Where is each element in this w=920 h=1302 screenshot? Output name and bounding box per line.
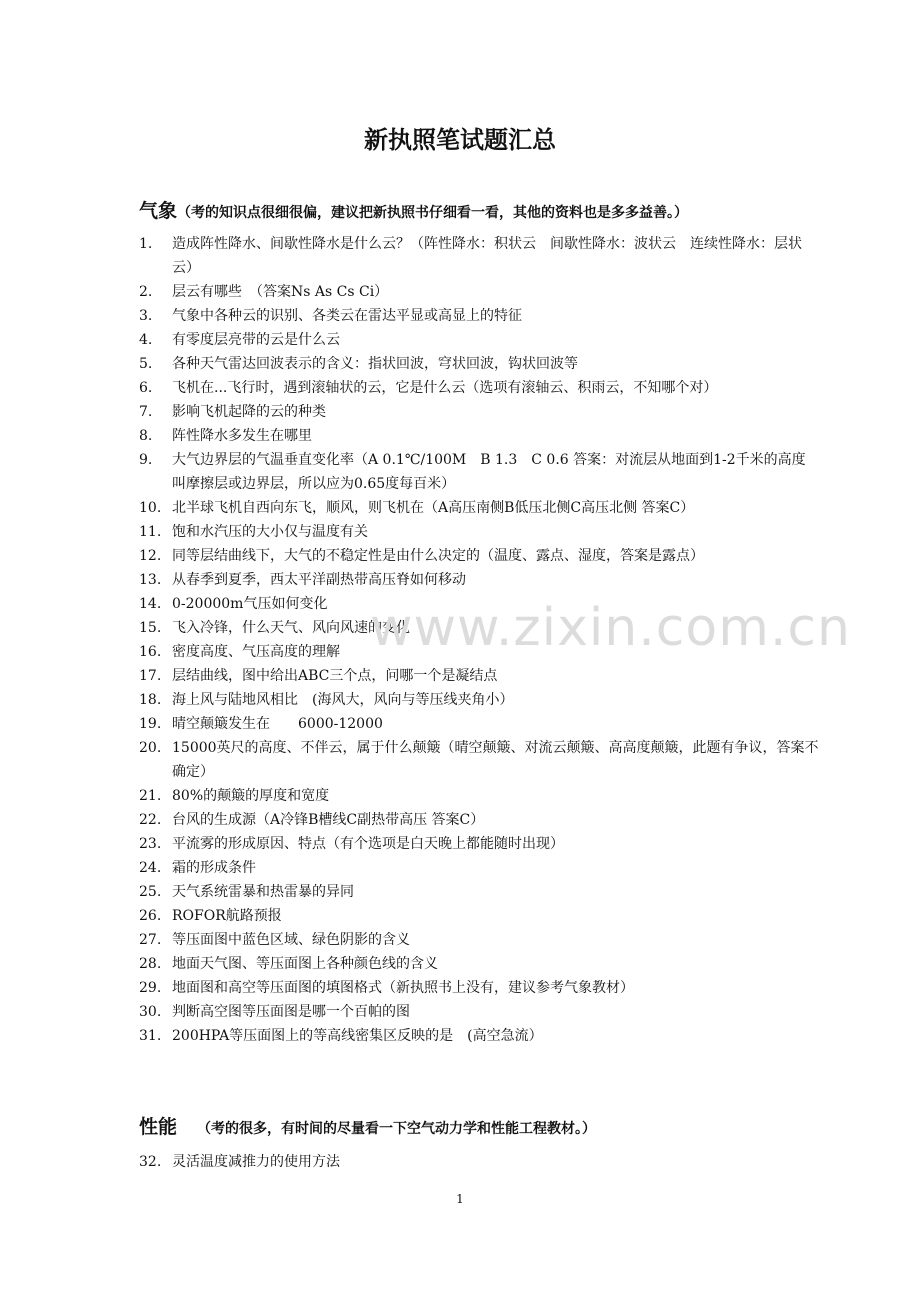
question-text: 饱和水汽压的大小仅与温度有关 xyxy=(172,524,368,540)
question-item xyxy=(139,664,819,688)
question-number: 2. xyxy=(139,284,153,300)
question-text: 灵活温度减推力的使用方法 xyxy=(172,1154,340,1170)
section-heading-note: （考的很多，有时间的尽量看一下空气动力学和性能工程教材。） xyxy=(197,1121,597,1137)
question-text: 阵性降水多发生在哪里 xyxy=(172,428,312,444)
question-item xyxy=(139,280,819,304)
question-number: 16. xyxy=(139,644,162,660)
question-item xyxy=(139,232,819,280)
question-item xyxy=(139,448,819,496)
page-number: 1 xyxy=(456,1192,464,1206)
question-number: 12. xyxy=(139,548,162,564)
section-heading-performance xyxy=(139,1112,596,1139)
question-text: 天气系统雷暴和热雷暴的异同 xyxy=(172,884,354,900)
question-number: 24. xyxy=(139,860,162,876)
question-text: 有零度层亮带的云是什么云 xyxy=(172,332,340,348)
question-item xyxy=(139,808,819,832)
question-number: 9. xyxy=(139,452,153,468)
question-text: 200HPA等压面图上的等高线密集区反映的是 (高空急流） xyxy=(172,1028,543,1044)
question-number: 17. xyxy=(139,668,162,684)
question-text: 北半球飞机自西向东飞，顺风，则飞机在（A高压南侧B低压北侧C高压北侧 答案C） xyxy=(172,500,695,516)
question-number: 14. xyxy=(139,596,162,612)
question-item xyxy=(139,1000,819,1024)
question-number: 28. xyxy=(139,956,162,972)
question-text: 霜的形成条件 xyxy=(172,860,256,876)
question-number: 26. xyxy=(139,908,162,924)
section-heading-label: 性能 xyxy=(139,1116,178,1138)
section-heading-label: 气象 xyxy=(139,200,178,222)
question-text: 同等层结曲线下，大气的不稳定性是由什么决定的（温度、露点、湿度，答案是露点） xyxy=(172,548,704,564)
question-number: 25. xyxy=(139,884,162,900)
question-number: 11. xyxy=(139,524,162,540)
question-item xyxy=(139,424,819,448)
question-text: 地面天气图、等压面图上各种颜色线的含义 xyxy=(172,956,438,972)
question-item xyxy=(139,1024,819,1048)
question-item xyxy=(139,976,819,1000)
question-item xyxy=(139,904,819,928)
question-item xyxy=(139,352,819,376)
question-text: 气象中各种云的识别、各类云在雷达平显或高显上的特征 xyxy=(172,308,522,324)
question-text: 层云有哪些 （答案Ns As Cs Ci） xyxy=(172,284,389,300)
question-number: 29. xyxy=(139,980,162,996)
question-list-performance xyxy=(139,1150,819,1174)
question-number: 6. xyxy=(139,380,153,396)
section-heading-meteorology xyxy=(139,196,688,223)
question-number: 8. xyxy=(139,428,153,444)
question-number: 13. xyxy=(139,572,162,588)
question-text: 晴空颠簸发生在 6000-12000 xyxy=(172,716,383,732)
question-item xyxy=(139,376,819,400)
question-number: 21. xyxy=(139,788,162,804)
question-text: 层结曲线，图中给出ABC三个点，问哪一个是凝结点 xyxy=(172,668,498,684)
question-item xyxy=(139,736,819,784)
question-number: 4. xyxy=(139,332,153,348)
question-item xyxy=(139,880,819,904)
question-number: 7. xyxy=(139,404,153,420)
section-heading-note: （考的知识点很细很偏，建议把新执照书仔细看一看，其他的资料也是多多益善。） xyxy=(177,205,689,221)
question-item xyxy=(139,784,819,808)
question-text: 海上风与陆地风相比 (海风大，风向与等压线夹角小） xyxy=(172,692,514,708)
question-text: 80%的颠簸的厚度和宽度 xyxy=(172,788,330,804)
question-item xyxy=(139,544,819,568)
question-item xyxy=(139,952,819,976)
question-number: 27. xyxy=(139,932,162,948)
question-text: 影响飞机起降的云的种类 xyxy=(172,404,326,420)
question-number: 19. xyxy=(139,716,162,732)
question-item xyxy=(139,568,819,592)
question-number: 5. xyxy=(139,356,153,372)
question-item xyxy=(139,496,819,520)
question-item xyxy=(139,328,819,352)
question-text: 造成阵性降水、间歇性降水是什么云？（阵性降水：积状云 间歇性降水：波状云 连续性降水：层状云） xyxy=(172,236,802,276)
question-text: 飞入冷锋，什么天气、风向风速的变化 xyxy=(172,620,410,636)
question-text: 各种天气雷达回波表示的含义：指状回波，穹状回波，钩状回波等 xyxy=(172,356,578,372)
question-text: 判断高空图等压面图是哪一个百帕的图 xyxy=(172,1004,410,1020)
question-text: 15000英尺的高度、不伴云，属于什么颠簸（晴空颠簸、对流云颠簸、高高度颠簸，此题有争议，答案不确定） xyxy=(172,740,819,780)
question-item xyxy=(139,688,819,712)
question-text: 等压面图中蓝色区域、绿色阴影的含义 xyxy=(172,932,410,948)
question-number: 31. xyxy=(139,1028,162,1044)
question-number: 20. xyxy=(139,740,162,756)
question-number: 18. xyxy=(139,692,162,708)
question-item xyxy=(139,832,819,856)
question-text: 飞机在...飞行时，遇到滚轴状的云，它是什么云（选项有滚轴云、积雨云，不知哪个对） xyxy=(172,380,718,396)
question-number: 22. xyxy=(139,812,162,828)
page-title: 新执照笔试题汇总 xyxy=(364,126,556,154)
question-item xyxy=(139,304,819,328)
question-text: 0-20000m气压如何变化 xyxy=(172,596,328,612)
question-number: 10. xyxy=(139,500,162,516)
question-text: 密度高度、气压高度的理解 xyxy=(172,644,340,660)
question-number: 30. xyxy=(139,1004,162,1020)
question-text: 平流雾的形成原因、特点（有个选项是白天晚上都能随时出现） xyxy=(172,836,564,852)
question-text: ROFOR航路预报 xyxy=(172,908,282,924)
question-item xyxy=(139,856,819,880)
question-number: 3. xyxy=(139,308,153,324)
question-number: 15. xyxy=(139,620,162,636)
question-item xyxy=(139,520,819,544)
watermark: www.zixin.com.cn xyxy=(370,598,851,658)
question-number: 23. xyxy=(139,836,162,852)
question-text: 台风的生成源（A冷锋B槽线C副热带高压 答案C） xyxy=(172,812,485,828)
question-text: 大气边界层的气温垂直变化率（A 0.1℃/100M B 1.3 C 0.6 答案：对流层从地面到1-2千米的高度叫摩擦层或边界层，所以应为0.65度每百米） xyxy=(172,452,806,492)
question-item xyxy=(139,1150,819,1174)
question-text: 地面图和高空等压面图的填图格式（新执照书上没有，建议参考气象教材） xyxy=(172,980,634,996)
question-number: 1. xyxy=(139,236,153,252)
question-number: 32. xyxy=(139,1154,162,1170)
question-item xyxy=(139,400,819,424)
question-item xyxy=(139,712,819,736)
question-item xyxy=(139,928,819,952)
question-text: 从春季到夏季，西太平洋副热带高压脊如何移动 xyxy=(172,572,466,588)
